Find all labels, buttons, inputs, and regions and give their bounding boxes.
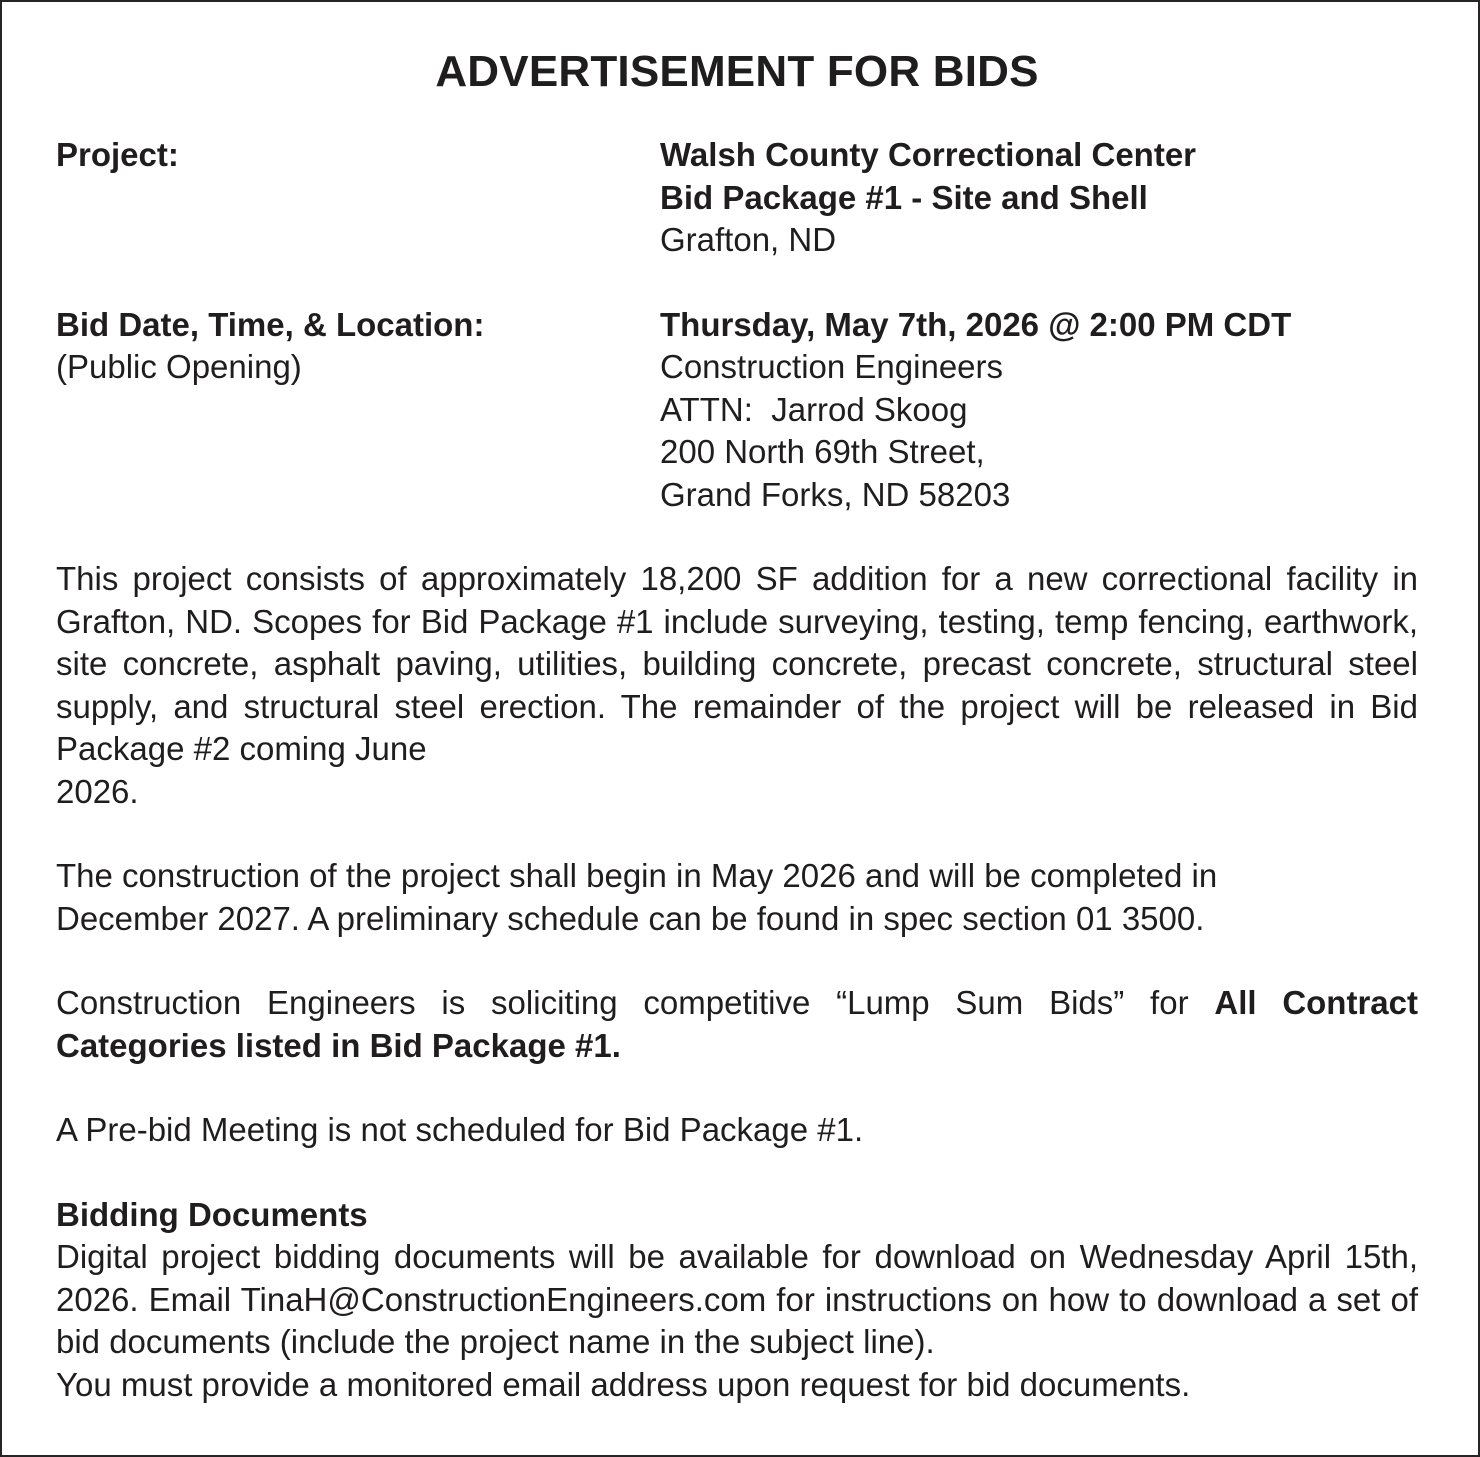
soliciting-paragraph — [56, 982, 1418, 1067]
schedule-paragraph — [56, 855, 1418, 940]
scope-text-end: 2026. — [56, 772, 139, 810]
scope-text: This project consists of approximately 18,200 SF addition for a new correctional facility in Grafton, ND. Scopes for Bid Package #1 include surveying, testing, temp fencing, earthwork, site concrete, asphalt paving, utilities, building concrete, precast concrete, structural steel supply, and structural steel erection. The remainder of the project will be released in Bid Package #2 coming June — [56, 560, 1418, 767]
project-details — [660, 134, 1418, 262]
spacer — [56, 516, 1418, 558]
project-label: Project: — [56, 136, 179, 173]
bidding-documents-heading: Bidding Documents — [56, 1195, 368, 1233]
bid-date-details — [660, 304, 1418, 517]
bid-company: Construction Engineers — [660, 348, 1004, 385]
soliciting-text: Construction Engineers is soliciting competitive “Lump Sum Bids” for — [56, 984, 1189, 1021]
bidding-documents-text: Digital project bidding documents will be available for download on Wednesday April 15th, 2026. Email TinaH@ConstructionEngineers.com for instructions on how to download a set of bid documents (include the project name in the subject line). — [56, 1238, 1418, 1360]
project-label-column — [56, 134, 660, 262]
schedule-text-line-1: The construction of the project shall begin in May 2026 and will be completed in — [56, 857, 1218, 894]
schedule-text-line-2: December 2027. A preliminary schedule can be found in spec section 01 3500. — [56, 899, 1205, 937]
advertisement-document — [56, 44, 1418, 1406]
project-location: Grafton, ND — [660, 221, 837, 258]
spacer — [56, 262, 1418, 304]
spacer — [56, 1067, 1418, 1109]
bid-city: Grand Forks, ND 58203 — [660, 475, 1011, 513]
document-title: ADVERTISEMENT FOR BIDS — [435, 47, 1039, 96]
project-package: Bid Package #1 - Site and Shell — [660, 178, 1148, 216]
soliciting-bold-text: All Contract Categories listed in Bid Package #1. — [56, 984, 1418, 1064]
spacer — [56, 1152, 1418, 1194]
bidding-documents-section — [56, 1194, 1418, 1407]
bid-date-sublabel: (Public Opening) — [56, 348, 302, 385]
project-row — [56, 134, 1418, 262]
scope-paragraph — [56, 558, 1418, 813]
spacer — [56, 940, 1418, 982]
bid-street: 200 North 69th Street, — [660, 433, 985, 470]
bid-date-row — [56, 304, 1418, 517]
prebid-paragraph: A Pre-bid Meeting is not scheduled for Bid Package #1. — [56, 1111, 864, 1148]
bid-date-label-column — [56, 304, 660, 517]
bid-datetime: Thursday, May 7th, 2026 @ 2:00 PM CDT — [660, 305, 1292, 343]
bid-attn: ATTN: Jarrod Skoog — [660, 390, 968, 428]
spacer — [56, 813, 1418, 855]
bid-date-label: Bid Date, Time, & Location: — [56, 305, 485, 343]
project-name: Walsh County Correctional Center — [660, 136, 1197, 173]
bidding-documents-text-end: You must provide a monitored email address upon request for bid documents. — [56, 1365, 1191, 1403]
